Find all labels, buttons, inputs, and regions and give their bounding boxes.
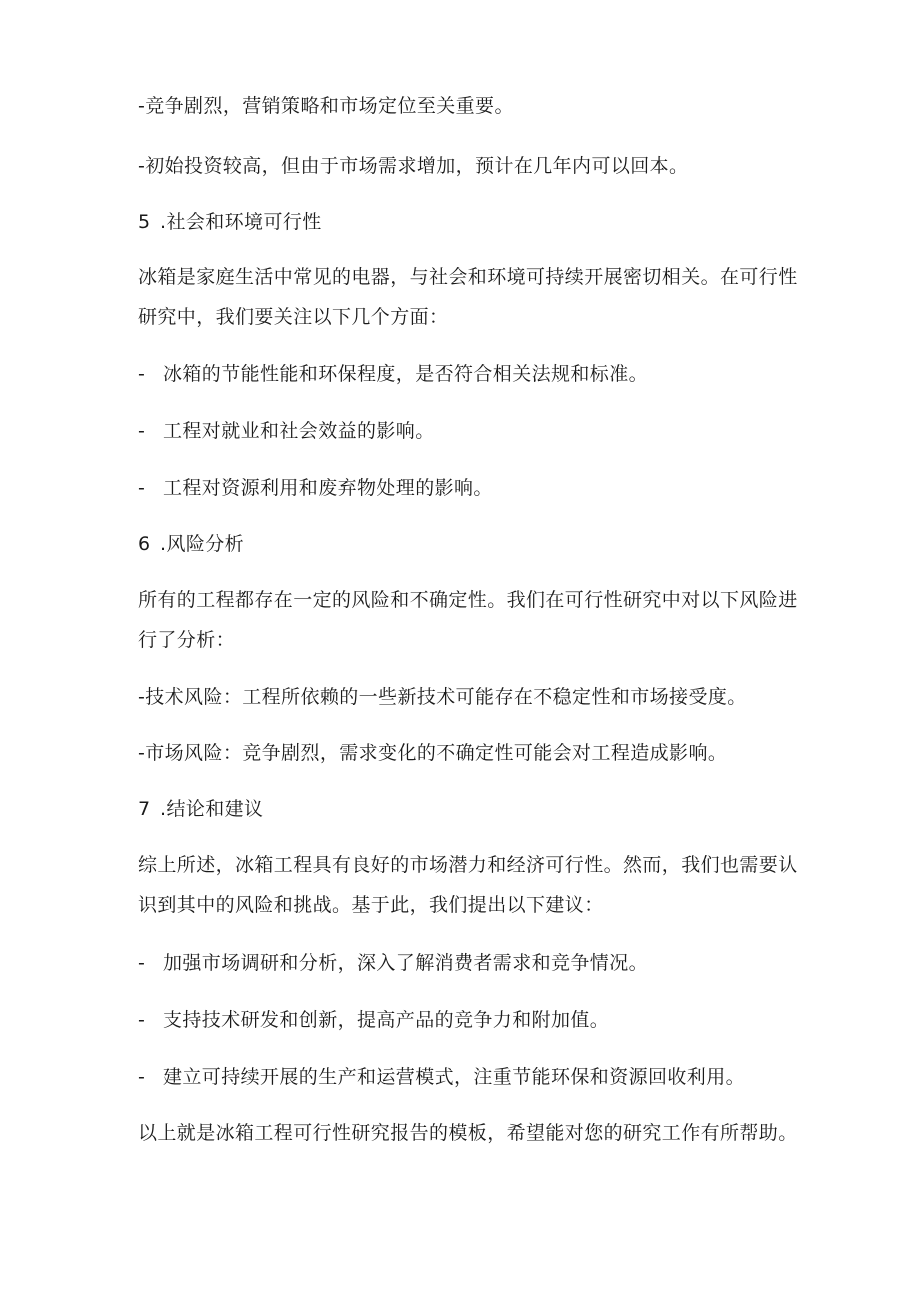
bullet-dash: - — [138, 1066, 146, 1088]
paragraph-line: -市场风险：竞争剧烈，需求变化的不确定性可能会对工程造成影响。 — [138, 742, 728, 764]
section-heading-5 — [138, 210, 322, 234]
paragraph-line: 所有的工程都存在一定的风险和不确定性。我们在可行性研究中对以下风险进 — [138, 589, 798, 611]
paragraph-line: 识到其中的风险和挑战。基于此，我们提出以下建议： — [138, 894, 604, 916]
paragraph-line: 冰箱是家庭生活中常见的电器，与社会和环境可持续开展密切相关。在可行性 — [138, 266, 798, 288]
list-item — [138, 1008, 609, 1032]
bullet-dash: - — [138, 477, 146, 499]
paragraph-line: 行了分析： — [138, 629, 236, 651]
list-item — [138, 419, 435, 443]
paragraph-line: 综上所述，冰箱工程具有良好的市场潜力和经济可行性。然而，我们也需要认 — [138, 854, 798, 876]
list-item-text: 加强市场调研和分析，深入了解消费者需求和竞争情况。 — [163, 952, 649, 974]
paragraph-line: 以上就是冰箱工程可行性研究报告的模板，希望能对您的研究工作有所帮助。 — [138, 1122, 798, 1144]
section-number: 5 — [138, 211, 151, 233]
list-item-text: 冰箱的节能性能和环保程度，是否符合相关法规和标准。 — [163, 363, 649, 385]
bullet-dash: - — [138, 363, 146, 385]
section-heading-7 — [138, 797, 263, 821]
section-title: .结论和建议 — [160, 798, 264, 820]
list-item-text: 工程对就业和社会效益的影响。 — [163, 420, 435, 442]
section-number: 7 — [138, 798, 151, 820]
section-number: 6 — [138, 533, 151, 555]
section-title: .社会和环境可行性 — [160, 211, 322, 233]
list-item-text: 工程对资源利用和废弃物处理的影响。 — [163, 477, 493, 499]
section-title: .风险分析 — [160, 533, 245, 555]
paragraph-line: -技术风险：工程所依赖的一些新技术可能存在不稳定性和市场接受度。 — [138, 686, 747, 708]
list-item-text: 建立可持续开展的生产和运营模式，注重节能环保和资源回收利用。 — [163, 1066, 746, 1088]
paragraph-line: 研究中，我们要关注以下几个方面： — [138, 306, 449, 328]
bullet-dash: - — [138, 1009, 146, 1031]
list-item — [138, 1065, 745, 1089]
bullet-dash: - — [138, 420, 146, 442]
list-item-text: 支持技术研发和创新，提高产品的竞争力和附加值。 — [163, 1009, 610, 1031]
paragraph-line: -初始投资较高，但由于市场需求增加，预计在几年内可以回本。 — [138, 155, 689, 177]
list-item — [138, 362, 648, 386]
section-heading-6 — [138, 532, 244, 556]
paragraph-line: -竞争剧烈，营销策略和市场定位至关重要。 — [138, 95, 514, 117]
list-item — [138, 476, 493, 500]
list-item — [138, 951, 648, 975]
bullet-dash: - — [138, 952, 146, 974]
